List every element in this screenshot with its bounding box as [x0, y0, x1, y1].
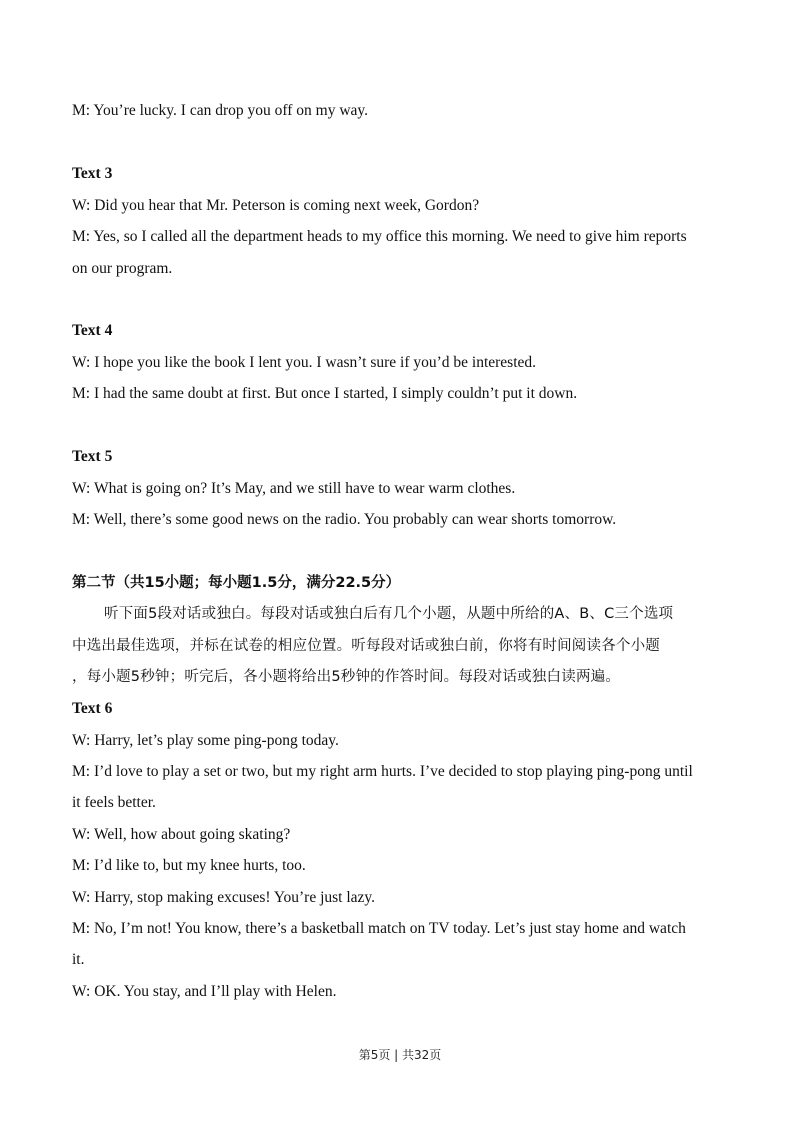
dialogue-line: M: You’re lucky. I can drop you off on my way.: [72, 102, 369, 119]
page-number: 第5页 | 共32页: [358, 1048, 442, 1062]
dialogue-line: W: What is going on? It’s May, and we still have to wear warm clothes.: [72, 480, 516, 497]
dialogue-line: M: I’d like to, but my knee hurts, too.: [72, 857, 306, 874]
text-6-heading: Text 6: [72, 700, 113, 717]
dialogue-line: on our program.: [72, 260, 173, 277]
text-3-heading: Text 3: [72, 165, 113, 182]
dialogue-line: M: Well, there’s some good news on the radio. You probably can wear shorts tomorrow.: [72, 511, 617, 528]
dialogue-line: M: Yes, so I called all the department heads to my office this morning. We need to give him reports: [72, 228, 687, 245]
text-4-heading: Text 4: [72, 322, 113, 339]
dialogue-line: W: Harry, stop making excuses! You’re just lazy.: [72, 889, 376, 906]
dialogue-line: W: Well, how about going skating?: [72, 826, 291, 843]
dialogue-line: M: I had the same doubt at first. But once I started, I simply couldn’t put it down.: [72, 385, 578, 402]
text-5-heading: Text 5: [72, 448, 113, 465]
dialogue-line: M: No, I’m not! You know, there’s a basketball match on TV today. Let’s just stay home and watch: [72, 920, 686, 937]
instruction-line: ，每小题5秒钟；听完后，各小题将给出5秒钟的作答时间。每段对话或独白读两遍。: [72, 669, 621, 685]
dialogue-line: W: I hope you like the book I lent you. I wasn’t sure if you’d be interested.: [72, 354, 537, 371]
instruction-line: 中选出最佳选项，并标在试卷的相应位置。听每段对话或独白前，你将有时间阅读各个小题: [72, 638, 660, 654]
dialogue-line: it.: [72, 951, 85, 968]
dialogue-line: it feels better.: [72, 794, 156, 811]
section-2-title: 第二节（共15小题；每小题1.5分，满分22.5分）: [72, 575, 401, 591]
dialogue-line: W: Did you hear that Mr. Peterson is coming next week, Gordon?: [72, 197, 480, 214]
instruction-line: 听下面5段对话或独白。每段对话或独白后有几个小题，从题中所给的A、B、C三个选项: [104, 606, 674, 622]
dialogue-line: W: Harry, let’s play some ping-pong today.: [72, 732, 339, 749]
dialogue-line: W: OK. You stay, and I’ll play with Helen.: [72, 983, 337, 1000]
dialogue-line: M: I’d love to play a set or two, but my right arm hurts. I’ve decided to stop playing ping-pong until: [72, 763, 693, 780]
